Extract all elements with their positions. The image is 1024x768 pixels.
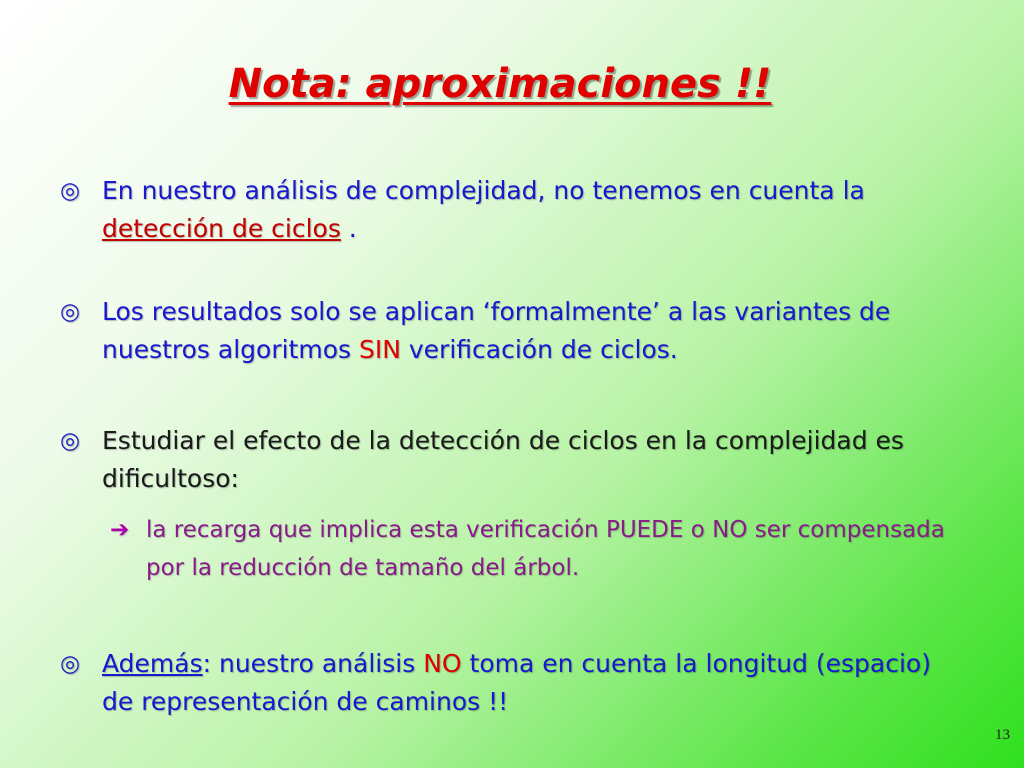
- bullet-cycle-detection: [60, 172, 960, 248]
- bullet-text: [102, 172, 960, 248]
- bullet-text-part: Los resultados solo se aplican ‘formalmente’ a las variantes de nuestros algoritmos: [102, 297, 891, 364]
- bullet-space-representation: [60, 645, 960, 721]
- highlight-cycle-detection: detección de ciclos: [102, 214, 341, 243]
- bullet-text-part: .: [340, 214, 357, 243]
- bullet-text: [102, 293, 960, 369]
- target-circle-icon: ◎: [60, 651, 81, 677]
- bullet-text-part: : nuestro análisis: [202, 649, 424, 678]
- right-arrow-icon: ➔: [110, 517, 130, 543]
- bullet-study-effect: [60, 422, 960, 498]
- bullet-lead-ademas: Además: [102, 649, 203, 678]
- highlight-sin: SIN: [358, 335, 401, 364]
- bullet-text-part: En nuestro análisis de complejidad, no tenemos en cuenta la: [102, 176, 865, 205]
- bullet-text: [102, 645, 960, 721]
- slide-title: Nota: aproximaciones !!: [228, 61, 772, 107]
- sub-bullet-overhead: [110, 511, 970, 587]
- sub-bullet-text: la recarga que implica esta verificación PUEDE o NO ser compensada por la reducción de tamaño del árbol.: [146, 517, 945, 581]
- bullet-text-part: toma en cuenta la longitud (espacio) de representación de caminos !!: [102, 649, 931, 716]
- bullet-text-part: verificación de ciclos.: [400, 335, 678, 364]
- target-circle-icon: ◎: [60, 428, 81, 454]
- target-circle-icon: ◎: [60, 178, 81, 204]
- bullet-formal-results: [60, 293, 960, 369]
- highlight-no: NO: [423, 649, 462, 678]
- page-number: 13: [995, 727, 1010, 743]
- bullet-text: Estudiar el efecto de la detección de ciclos en la complejidad es dificultoso:: [102, 426, 904, 493]
- target-circle-icon: ◎: [60, 299, 81, 325]
